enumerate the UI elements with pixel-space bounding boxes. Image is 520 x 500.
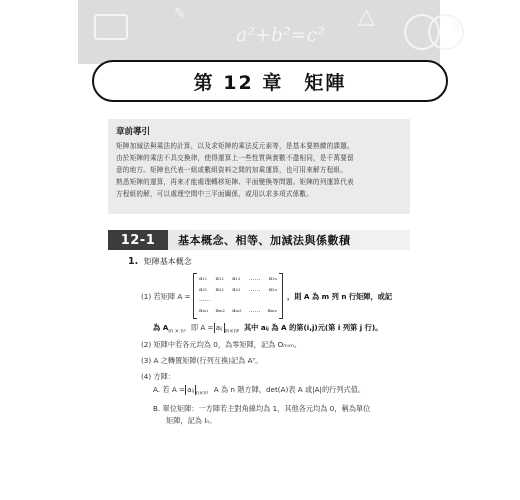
- intro-line: 矩陣加減法與乘法的計算，以及求矩陣的乘法反元素等，是基本要熟練的課題。: [116, 142, 354, 150]
- matrix-row: [199, 297, 277, 303]
- intro-line: 方程組的解，可以處理空間中三平面關係，或用以求多項式係數。: [116, 190, 314, 198]
- item-title: 矩陣基本概念: [143, 257, 192, 266]
- matrix-entry: a₂₁: [199, 287, 208, 293]
- matrix-entry: a₂₃: [232, 287, 241, 293]
- point-1-tail: ，則 A 為 m 列 n 行矩陣，或記: [287, 292, 393, 301]
- text-fragment: 為 A: [153, 323, 169, 332]
- matrix-entry: ……: [248, 276, 261, 282]
- equation-doodle: a²+b²=c²: [236, 24, 325, 46]
- point-4b-line-2: 矩陣，記為 Iₙ。: [166, 416, 217, 425]
- subscript: n×n: [196, 390, 207, 397]
- chapter-title-box: [92, 60, 448, 102]
- item-number: 1.: [128, 256, 139, 267]
- matrix-entry: a₂ₙ: [268, 287, 277, 293]
- triangle-doodle: △: [358, 4, 375, 29]
- matrix-entry: a₂₂: [215, 287, 224, 293]
- point-2: (2) 矩陣中若各元均為 0，為零矩陣，記為 Oₘₓₙ。: [141, 340, 301, 349]
- matrix-entry: ……: [199, 297, 211, 303]
- point-3: (3) A 之轉置矩陣(行列互換)記為 Aᵀ。: [141, 356, 263, 365]
- matrix-entry: aₘ₁: [199, 308, 209, 314]
- point-4a: [153, 385, 365, 398]
- intro-title: 章前導引: [116, 127, 151, 137]
- chapter-banner: [78, 0, 460, 64]
- intro-line: 由於矩陣的乘法不具交換律，使得運算上一些性質與實數不盡相同，是千萬要留: [116, 154, 354, 162]
- matrix-entry: a₁₁: [199, 276, 208, 282]
- book-icon: [94, 14, 128, 40]
- point-1-label: (1) 若矩陣 A =: [141, 292, 191, 301]
- chapter-title: 第 12 章 矩陣: [193, 71, 347, 94]
- venn-label: B: [452, 22, 460, 33]
- matrix-bracket: aᵢⱼ: [215, 323, 223, 332]
- intro-line: 熟悉矩陣的運算，再來才能處理轉移矩陣、平面變換等問題。矩陣的列運算代表: [116, 178, 354, 186]
- subscript: m×n: [224, 328, 237, 335]
- matrix-entry: aₘ₃: [232, 308, 242, 314]
- matrix-entry: aₘ₂: [215, 308, 225, 314]
- intro-paragraph-2: [116, 176, 402, 200]
- matrix-entry: a₁₃: [232, 276, 241, 282]
- text-fragment: A. 若 A =: [153, 385, 186, 394]
- section-title: 基本概念、相等、加減法與係數積: [178, 234, 351, 247]
- matrix-entry: ……: [248, 308, 261, 314]
- grid-doodle: ✎: [174, 6, 186, 22]
- matrix-entry: aₘₙ: [267, 308, 277, 314]
- intro-line: 意的地方。矩陣也代表一組或數組資料之間的加乘運算，也可用來解方程組。: [116, 166, 347, 174]
- text-fragment: ，其中 aᵢⱼ 為 A 的第(i,j)元(第 i 列第 j 行)。: [236, 323, 383, 332]
- chapter-intro-box: [108, 119, 410, 214]
- subscript: m × n: [168, 328, 184, 335]
- matrix-bracket: aᵢⱼ: [187, 385, 195, 394]
- point-1-continuation: [153, 323, 382, 336]
- matrix-entry: ……: [248, 287, 261, 293]
- section-number: 12-1: [108, 230, 168, 250]
- matrix-right-bracket: [279, 273, 283, 319]
- matrix-row: [199, 276, 277, 282]
- matrix-row: [199, 308, 277, 314]
- matrix-row: [199, 287, 277, 293]
- matrix-left-bracket: [193, 273, 197, 319]
- matrix-entry: a₁ₙ: [268, 276, 277, 282]
- intro-paragraph-1: [116, 140, 402, 176]
- point-4: (4) 方陣：: [141, 372, 176, 381]
- section-header: [108, 230, 410, 250]
- text-fragment: ，即 A =: [183, 323, 214, 332]
- matrix-entry: a₁₂: [215, 276, 224, 282]
- general-matrix: [193, 273, 283, 319]
- text-fragment: ，A 為 n 階方陣，det(A)表 A 或|A|的行列式值。: [206, 385, 366, 394]
- item-heading: [128, 256, 192, 267]
- point-4b-line-1: B. 單位矩陣：一方陣若主對角線均為 1，其他各元均為 0，稱為單位: [153, 404, 371, 413]
